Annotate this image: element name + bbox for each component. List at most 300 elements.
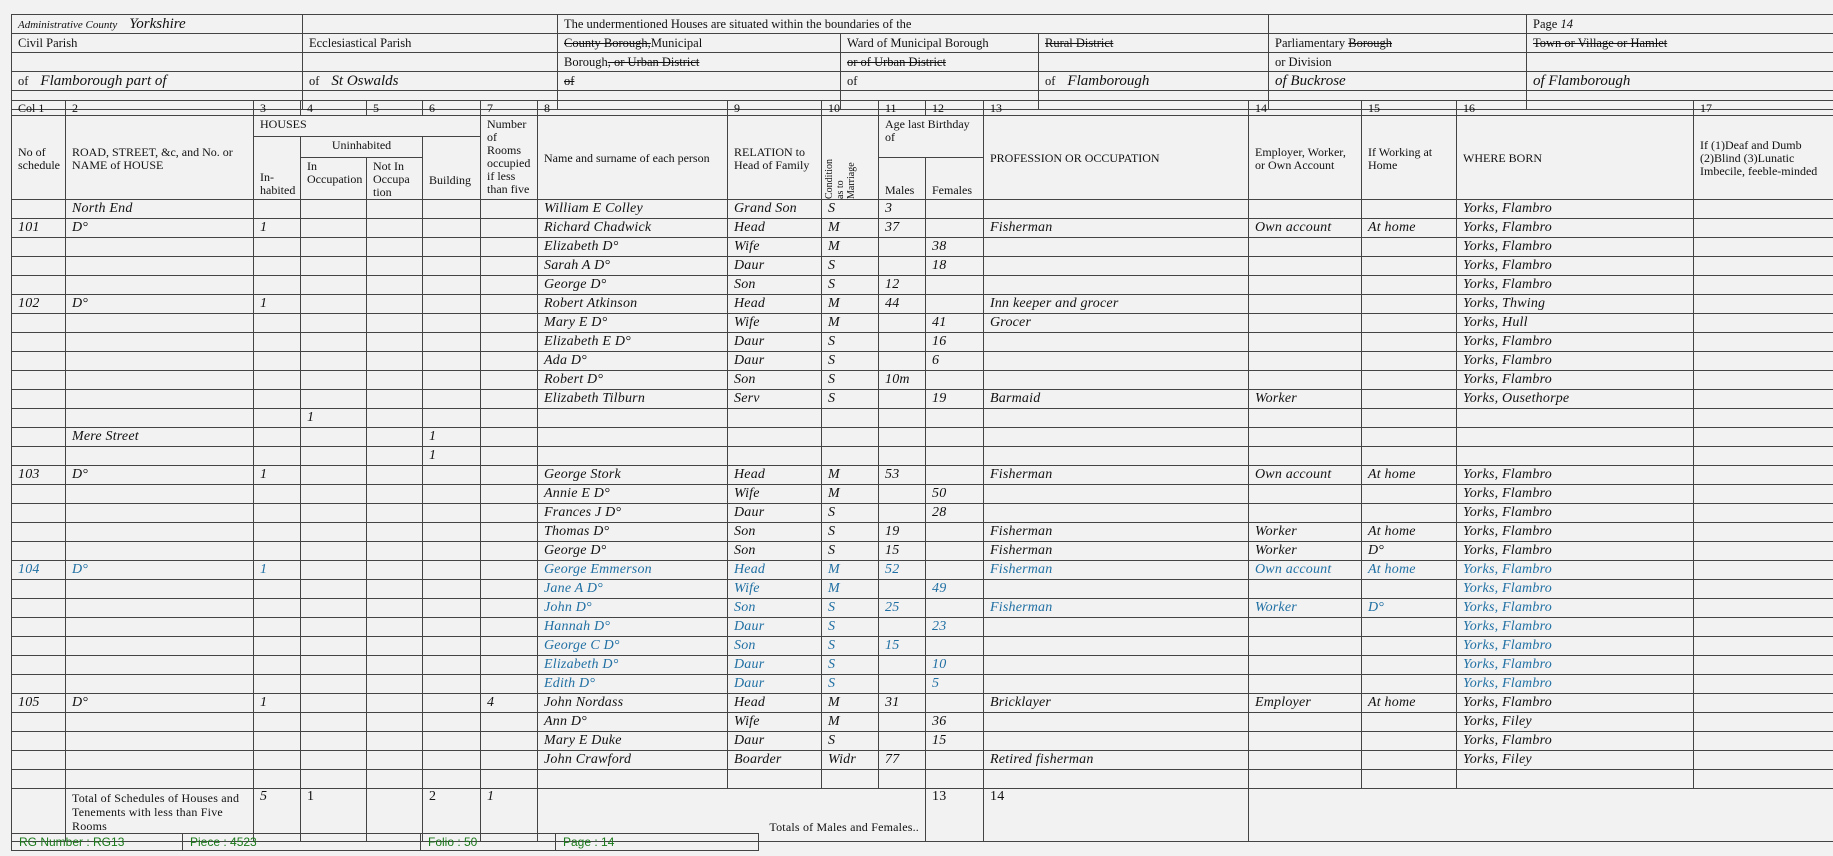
males-cell xyxy=(879,447,926,466)
infirmity-cell xyxy=(1694,713,1833,732)
folio-number: Folio : 50 xyxy=(421,834,556,850)
occupation-cell: Fisherman xyxy=(984,523,1249,542)
street-cell: Mere Street xyxy=(66,428,254,447)
totals-building: 2 xyxy=(423,789,481,842)
name-cell: Mary E Duke xyxy=(538,732,728,751)
condition-cell xyxy=(822,428,879,447)
infirmity-cell xyxy=(1694,656,1833,675)
working-home-cell xyxy=(1362,314,1457,333)
not-in-occupation-cell xyxy=(367,314,423,333)
name-cell xyxy=(538,409,728,428)
females-cell xyxy=(926,523,984,542)
schedule-cell xyxy=(12,276,66,295)
condition-cell xyxy=(822,409,879,428)
not-in-occupation-cell xyxy=(367,637,423,656)
in-occupation-cell xyxy=(301,637,367,656)
name-cell: Sarah A D° xyxy=(538,257,728,276)
where-born-cell: Yorks, Flambro xyxy=(1457,352,1694,371)
schedule-cell xyxy=(12,409,66,428)
relation-cell: Grand Son xyxy=(728,200,822,219)
building-cell xyxy=(423,504,481,523)
females-cell xyxy=(926,599,984,618)
where-born-cell: Yorks, Filey xyxy=(1457,751,1694,770)
record-footer xyxy=(11,833,759,851)
borough-label: Borough xyxy=(564,54,608,69)
relation-cell: Daur xyxy=(728,732,822,751)
where-born-cell: Yorks, Flambro xyxy=(1457,257,1694,276)
name-cell: Elizabeth D° xyxy=(538,656,728,675)
employer-cell xyxy=(1249,314,1362,333)
header-building: Building xyxy=(423,137,481,200)
building-cell: 1 xyxy=(423,428,481,447)
condition-cell: M xyxy=(822,561,879,580)
where-born-cell: Yorks, Flambro xyxy=(1457,276,1694,295)
working-home-cell: D° xyxy=(1362,599,1457,618)
inhabited-cell xyxy=(254,314,301,333)
working-home-cell xyxy=(1362,352,1457,371)
where-born-cell: Yorks, Ousethorpe xyxy=(1457,390,1694,409)
schedule-cell xyxy=(12,238,66,257)
occupation-cell xyxy=(984,770,1249,789)
employer-cell xyxy=(1249,675,1362,694)
in-occupation-cell xyxy=(301,238,367,257)
where-born-cell: Yorks, Flambro xyxy=(1457,675,1694,694)
rural-district-struck: Rural District xyxy=(1045,35,1114,50)
employer-cell xyxy=(1249,295,1362,314)
street-cell xyxy=(66,352,254,371)
schedule-cell xyxy=(12,751,66,770)
eccl-parish-value: St Oswalds xyxy=(331,72,399,89)
working-home-cell xyxy=(1362,751,1457,770)
street-cell xyxy=(66,770,254,789)
inhabited-cell: 1 xyxy=(254,561,301,580)
where-born-cell xyxy=(1457,428,1694,447)
infirmity-cell xyxy=(1694,295,1833,314)
schedule-cell xyxy=(12,580,66,599)
totals-rooms: 1 xyxy=(481,789,538,842)
occupation-cell: Inn keeper and grocer xyxy=(984,295,1249,314)
relation-cell: Serv xyxy=(728,390,822,409)
of-label: of xyxy=(18,73,29,88)
condition-cell xyxy=(822,770,879,789)
where-born-cell xyxy=(1457,409,1694,428)
where-born-cell: Yorks, Thwing xyxy=(1457,295,1694,314)
name-cell: George C D° xyxy=(538,637,728,656)
occupation-cell: Bricklayer xyxy=(984,694,1249,713)
schedule-cell xyxy=(12,732,66,751)
table-row xyxy=(12,314,1833,333)
employer-cell xyxy=(1249,257,1362,276)
occupation-cell xyxy=(984,428,1249,447)
males-cell xyxy=(879,428,926,447)
infirmity-cell xyxy=(1694,561,1833,580)
header-condition: Condition as to Marriage xyxy=(824,158,857,199)
building-cell xyxy=(423,333,481,352)
table-row xyxy=(12,504,1833,523)
males-cell: 10m xyxy=(879,371,926,390)
col-num: 5 xyxy=(367,101,423,116)
name-cell: Thomas D° xyxy=(538,523,728,542)
condition-cell: Widr xyxy=(822,751,879,770)
condition-cell: S xyxy=(822,656,879,675)
employer-cell xyxy=(1249,200,1362,219)
of-label: of xyxy=(847,73,858,88)
males-cell: 15 xyxy=(879,637,926,656)
not-in-occupation-cell xyxy=(367,618,423,637)
name-cell: Robert D° xyxy=(538,371,728,390)
infirmity-cell xyxy=(1694,200,1833,219)
condition-cell: M xyxy=(822,485,879,504)
occupation-cell: Fisherman xyxy=(984,219,1249,238)
not-in-occupation-cell xyxy=(367,561,423,580)
street-cell: D° xyxy=(66,694,254,713)
table-row xyxy=(12,580,1833,599)
males-cell xyxy=(879,504,926,523)
relation-cell: Daur xyxy=(728,656,822,675)
form-header xyxy=(11,14,1833,110)
schedule-cell xyxy=(12,618,66,637)
building-cell xyxy=(423,200,481,219)
condition-cell: S xyxy=(822,504,879,523)
relation-cell: Wife xyxy=(728,713,822,732)
table-row xyxy=(12,295,1833,314)
condition-cell: S xyxy=(822,523,879,542)
where-born-cell: Yorks, Flambro xyxy=(1457,637,1694,656)
admin-county-cell xyxy=(12,15,303,34)
name-cell: William E Colley xyxy=(538,200,728,219)
infirmity-cell xyxy=(1694,751,1833,770)
working-home-cell xyxy=(1362,713,1457,732)
males-cell xyxy=(879,409,926,428)
where-born-cell: Yorks, Flambro xyxy=(1457,485,1694,504)
table-row xyxy=(12,219,1833,238)
inhabited-cell xyxy=(254,504,301,523)
where-born-cell: Yorks, Hull xyxy=(1457,314,1694,333)
header-rooms: Number of Rooms occupied if less than five xyxy=(481,116,538,200)
table-row xyxy=(12,371,1833,390)
employer-cell xyxy=(1249,371,1362,390)
building-cell xyxy=(423,409,481,428)
infirmity-cell xyxy=(1694,314,1833,333)
condition-cell: S xyxy=(822,542,879,561)
header-relation: RELATION to Head of Family xyxy=(728,116,822,200)
females-cell xyxy=(926,542,984,561)
schedule-cell xyxy=(12,428,66,447)
inhabited-cell xyxy=(254,732,301,751)
males-cell xyxy=(879,713,926,732)
town-value: of Flamborough xyxy=(1533,72,1631,89)
females-cell: 23 xyxy=(926,618,984,637)
rg-number: RG Number : RG13 xyxy=(12,834,183,850)
condition-cell xyxy=(822,447,879,466)
females-cell xyxy=(926,447,984,466)
females-cell: 10 xyxy=(926,656,984,675)
males-cell xyxy=(879,675,926,694)
employer-cell xyxy=(1249,656,1362,675)
table-row xyxy=(12,637,1833,656)
inhabited-cell xyxy=(254,485,301,504)
building-cell xyxy=(423,637,481,656)
occupation-cell: Barmaid xyxy=(984,390,1249,409)
schedule-cell xyxy=(12,599,66,618)
inhabited-cell xyxy=(254,770,301,789)
totals-males-females-label: Totals of Males and Females.. xyxy=(538,789,926,842)
schedule-cell xyxy=(12,200,66,219)
name-cell: Ann D° xyxy=(538,713,728,732)
boundaries-text: The undermentioned Houses are situated within the boundaries of the xyxy=(558,15,1269,34)
header-road-street: ROAD, STREET, &c, and No. or NAME of HOUSE xyxy=(66,116,254,200)
rural-value: Flamborough xyxy=(1067,72,1150,89)
males-cell xyxy=(879,314,926,333)
name-cell xyxy=(538,770,728,789)
occupation-cell xyxy=(984,200,1249,219)
building-cell xyxy=(423,257,481,276)
condition-cell: M xyxy=(822,694,879,713)
col-num: Col 1 xyxy=(12,101,66,116)
division-value: of Buckrose xyxy=(1275,72,1346,89)
where-born-cell: Yorks, Flambro xyxy=(1457,371,1694,390)
schedule-cell xyxy=(12,770,66,789)
males-cell: 12 xyxy=(879,276,926,295)
occupation-cell xyxy=(984,257,1249,276)
table-row xyxy=(12,200,1833,219)
in-occupation-cell xyxy=(301,770,367,789)
infirmity-cell xyxy=(1694,599,1833,618)
inhabited-cell xyxy=(254,257,301,276)
street-cell xyxy=(66,656,254,675)
females-cell xyxy=(926,428,984,447)
name-cell: Elizabeth Tilburn xyxy=(538,390,728,409)
working-home-cell: At home xyxy=(1362,561,1457,580)
employer-cell xyxy=(1249,428,1362,447)
working-home-cell xyxy=(1362,333,1457,352)
street-cell xyxy=(66,732,254,751)
males-cell xyxy=(879,333,926,352)
infirmity-cell xyxy=(1694,371,1833,390)
in-occupation-cell xyxy=(301,428,367,447)
condition-cell: M xyxy=(822,314,879,333)
header-females: Females xyxy=(926,158,984,200)
name-cell: Robert Atkinson xyxy=(538,295,728,314)
col-num: 14 xyxy=(1249,101,1362,116)
occupation-cell xyxy=(984,447,1249,466)
occupation-cell xyxy=(984,713,1249,732)
inhabited-cell xyxy=(254,618,301,637)
name-cell: Jane A D° xyxy=(538,580,728,599)
where-born-cell: Yorks, Flambro xyxy=(1457,694,1694,713)
rooms-cell xyxy=(481,466,538,485)
working-home-cell xyxy=(1362,618,1457,637)
street-cell xyxy=(66,751,254,770)
building-cell xyxy=(423,580,481,599)
street-cell xyxy=(66,371,254,390)
table-row xyxy=(12,523,1833,542)
infirmity-cell xyxy=(1694,390,1833,409)
where-born-cell: Yorks, Flambro xyxy=(1457,219,1694,238)
working-home-cell xyxy=(1362,390,1457,409)
parliamentary-label: Parliamentary xyxy=(1275,35,1346,50)
building-cell xyxy=(423,675,481,694)
col-num: 15 xyxy=(1362,101,1457,116)
rooms-cell xyxy=(481,238,538,257)
admin-county-value: Yorkshire xyxy=(129,15,186,32)
building-cell: 1 xyxy=(423,447,481,466)
in-occupation-cell: 1 xyxy=(301,409,367,428)
occupation-cell xyxy=(984,485,1249,504)
table-row xyxy=(12,770,1833,789)
in-occupation-cell xyxy=(301,314,367,333)
name-cell: Annie E D° xyxy=(538,485,728,504)
rooms-cell xyxy=(481,219,538,238)
occupation-cell xyxy=(984,352,1249,371)
table-row xyxy=(12,257,1833,276)
census-table xyxy=(11,100,1833,842)
not-in-occupation-cell xyxy=(367,770,423,789)
males-cell xyxy=(879,352,926,371)
working-home-cell xyxy=(1362,447,1457,466)
schedule-cell xyxy=(12,504,66,523)
street-cell xyxy=(66,618,254,637)
table-row xyxy=(12,409,1833,428)
occupation-cell: Retired fisherman xyxy=(984,751,1249,770)
col-num: 6 xyxy=(423,101,481,116)
condition-cell: M xyxy=(822,219,879,238)
infirmity-cell xyxy=(1694,485,1833,504)
where-born-cell xyxy=(1457,447,1694,466)
town-village-struck: Town or Village or Hamlet xyxy=(1533,35,1668,50)
page-cell xyxy=(1527,15,1833,34)
street-cell: D° xyxy=(66,295,254,314)
females-cell: 16 xyxy=(926,333,984,352)
females-cell: 5 xyxy=(926,675,984,694)
working-home-cell: At home xyxy=(1362,466,1457,485)
col-num: 16 xyxy=(1457,101,1694,116)
schedule-cell xyxy=(12,523,66,542)
females-cell: 38 xyxy=(926,238,984,257)
relation-cell xyxy=(728,409,822,428)
condition-cell: S xyxy=(822,390,879,409)
street-cell xyxy=(66,409,254,428)
street-cell xyxy=(66,523,254,542)
males-cell: 19 xyxy=(879,523,926,542)
table-row xyxy=(12,238,1833,257)
relation-cell: Wife xyxy=(728,238,822,257)
employer-cell xyxy=(1249,732,1362,751)
working-home-cell xyxy=(1362,656,1457,675)
in-occupation-cell xyxy=(301,523,367,542)
name-cell: John D° xyxy=(538,599,728,618)
females-cell: 15 xyxy=(926,732,984,751)
infirmity-cell xyxy=(1694,447,1833,466)
inhabited-cell xyxy=(254,428,301,447)
working-home-cell xyxy=(1362,637,1457,656)
females-cell xyxy=(926,276,984,295)
name-cell: Elizabeth D° xyxy=(538,238,728,257)
relation-cell: Son xyxy=(728,523,822,542)
schedule-cell xyxy=(12,390,66,409)
where-born-cell: Yorks, Flambro xyxy=(1457,561,1694,580)
occupation-cell xyxy=(984,409,1249,428)
building-cell xyxy=(423,523,481,542)
street-cell xyxy=(66,314,254,333)
eccl-parish-label: Ecclesiastical Parish xyxy=(303,34,558,53)
inhabited-cell xyxy=(254,390,301,409)
header-in-occupation: In Occupation xyxy=(301,158,367,200)
rooms-cell xyxy=(481,770,538,789)
males-cell xyxy=(879,580,926,599)
occupation-cell xyxy=(984,656,1249,675)
table-row xyxy=(12,447,1833,466)
rooms-cell xyxy=(481,523,538,542)
employer-cell xyxy=(1249,352,1362,371)
males-cell xyxy=(879,770,926,789)
rooms-cell xyxy=(481,428,538,447)
working-home-cell xyxy=(1362,257,1457,276)
employer-cell xyxy=(1249,713,1362,732)
condition-cell: S xyxy=(822,599,879,618)
where-born-cell: Yorks, Flambro xyxy=(1457,618,1694,637)
not-in-occupation-cell xyxy=(367,694,423,713)
females-cell xyxy=(926,694,984,713)
relation-cell: Wife xyxy=(728,314,822,333)
inhabited-cell xyxy=(254,276,301,295)
rooms-cell xyxy=(481,713,538,732)
civil-parish-value: Flamborough part of xyxy=(40,72,167,89)
where-born-cell: Yorks, Flambro xyxy=(1457,333,1694,352)
col-num: 2 xyxy=(66,101,254,116)
where-born-cell: Yorks, Filey xyxy=(1457,713,1694,732)
building-cell xyxy=(423,352,481,371)
males-cell: 31 xyxy=(879,694,926,713)
males-cell xyxy=(879,257,926,276)
schedule-cell xyxy=(12,713,66,732)
relation-cell: Son xyxy=(728,371,822,390)
condition-cell: M xyxy=(822,238,879,257)
not-in-occupation-cell xyxy=(367,675,423,694)
not-in-occupation-cell xyxy=(367,428,423,447)
not-in-occupation-cell xyxy=(367,276,423,295)
col-num: 3 xyxy=(254,101,301,116)
building-cell xyxy=(423,314,481,333)
building-cell xyxy=(423,656,481,675)
building-cell xyxy=(423,466,481,485)
name-cell: Ada D° xyxy=(538,352,728,371)
table-row xyxy=(12,390,1833,409)
infirmity-cell xyxy=(1694,732,1833,751)
street-cell xyxy=(66,675,254,694)
ward-label: Ward of Municipal Borough xyxy=(841,34,1039,53)
inhabited-cell xyxy=(254,200,301,219)
street-cell xyxy=(66,504,254,523)
name-cell: George Stork xyxy=(538,466,728,485)
relation-cell: Son xyxy=(728,276,822,295)
building-cell xyxy=(423,542,481,561)
relation-cell xyxy=(728,447,822,466)
building-cell xyxy=(423,561,481,580)
col-num: 17 xyxy=(1694,101,1833,116)
relation-cell: Head xyxy=(728,466,822,485)
inhabited-cell xyxy=(254,542,301,561)
occupation-cell xyxy=(984,371,1249,390)
working-home-cell xyxy=(1362,675,1457,694)
condition-cell: S xyxy=(822,257,879,276)
rooms-cell xyxy=(481,352,538,371)
not-in-occupation-cell xyxy=(367,504,423,523)
relation-cell: Daur xyxy=(728,618,822,637)
rooms-cell xyxy=(481,371,538,390)
table-row xyxy=(12,352,1833,371)
name-cell: John Nordass xyxy=(538,694,728,713)
